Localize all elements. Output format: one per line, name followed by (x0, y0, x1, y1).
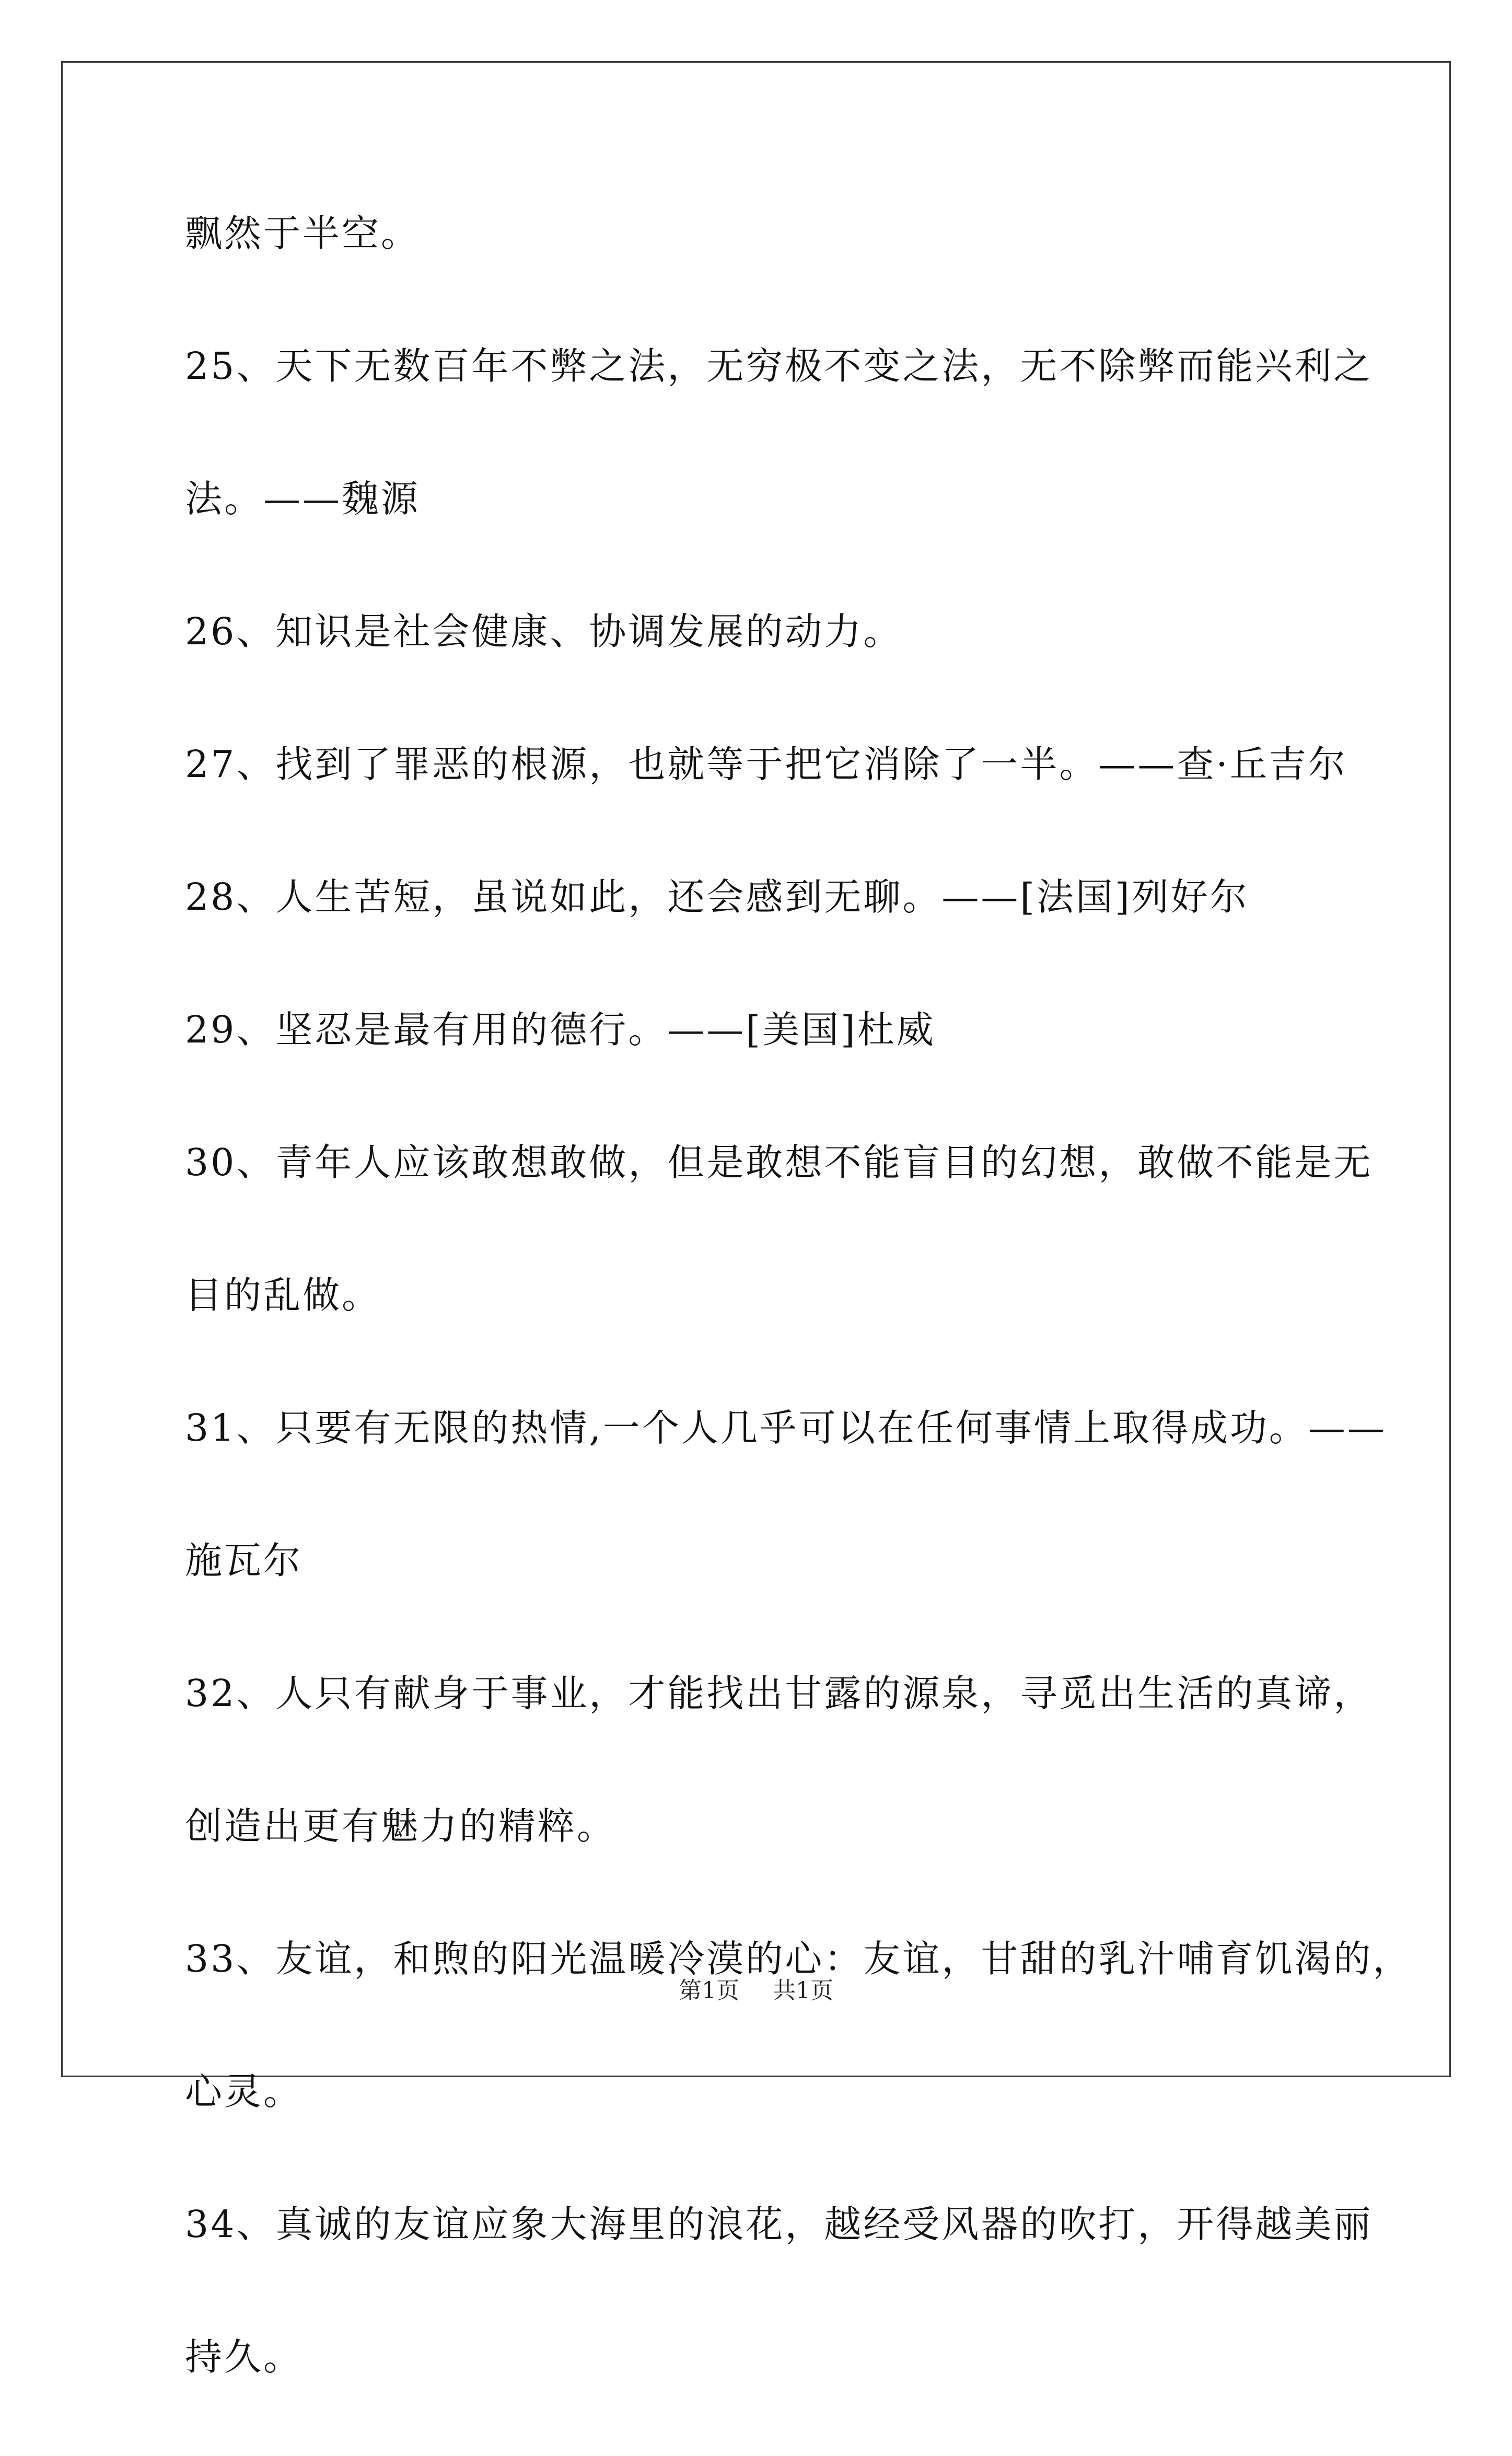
page-number: 第1页 (679, 1977, 739, 2004)
text-line: 28、人生苦短，虽说如此，还会感到无聊。——[法国]列好尔 (185, 875, 1249, 919)
text-line: 26、知识是社会健康、协调发展的动力。 (185, 610, 903, 653)
text-line: 创造出更有魅力的精粹。 (185, 1804, 617, 1848)
text-line: 目的乱做。 (185, 1273, 381, 1317)
text-line: 31、只要有无限的热情,一个人几乎可以在任何事情上取得成功。—— (185, 1406, 1387, 1450)
document-body (185, 200, 1412, 2456)
text-line: 34、真诚的友谊应象大海里的浪花，越经受风器的吹打，开得越美丽 (185, 2203, 1373, 2246)
text-line: 心灵。 (185, 2070, 303, 2113)
text-line: 27、找到了罪恶的根源，也就等于把它消除了一半。——查·丘吉尔 (185, 743, 1347, 786)
text-line: 32、人只有献身于事业，才能找出甘露的源泉，寻觅出生活的真谛， (185, 1672, 1373, 1715)
text-line: 飘然于半空。 (185, 212, 421, 255)
text-line: 法。——魏源 (185, 477, 421, 520)
page-total: 共1页 (773, 1977, 833, 2004)
text-line: 29、坚忍是最有用的德行。——[美国]杜威 (185, 1008, 936, 1051)
text-line: 施瓦尔 (185, 1539, 303, 1582)
text-line: 30、青年人应该敢想敢做，但是敢想不能盲目的幻想，敢做不能是无 (185, 1141, 1373, 1184)
text-line: 25、天下无数百年不弊之法，无穷极不变之法，无不除弊而能兴利之 (185, 344, 1373, 388)
text-line: 33、友谊，和煦的阳光温暖冷漠的心：友谊，甘甜的乳汁哺育饥渴的， (185, 1937, 1412, 1980)
text-line: 持久。 (185, 2335, 303, 2379)
page-footer (0, 1975, 1512, 2007)
